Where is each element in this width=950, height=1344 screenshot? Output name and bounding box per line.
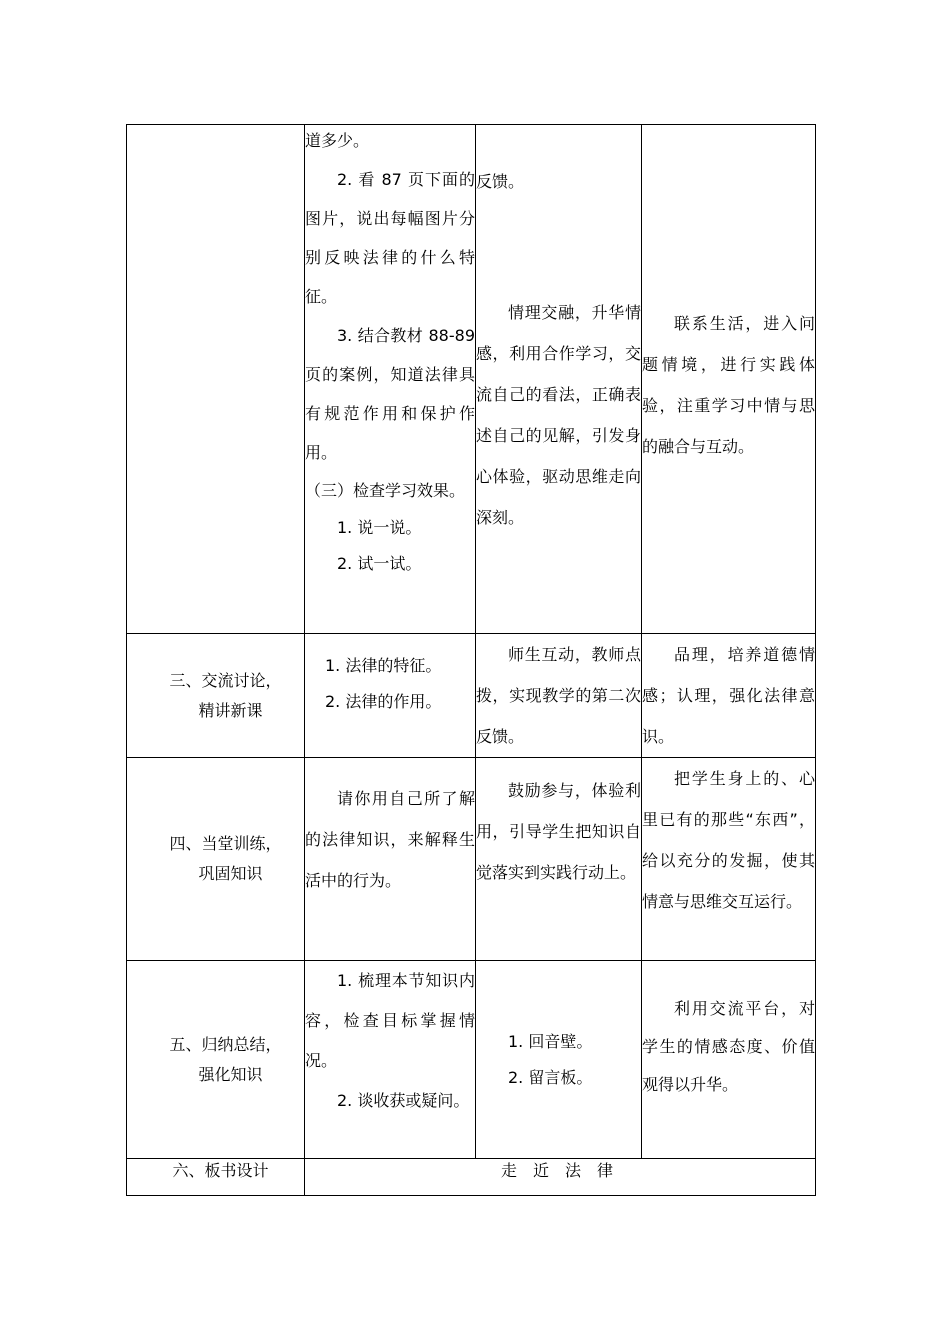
activity-text: 请你用自己所了解的法律知识，来解释生活中的行为。 [305, 789, 475, 890]
intent-cell [476, 125, 642, 634]
stage-title: 四、当堂训练， [169, 834, 282, 853]
activity-text: 1. 说一说。 [337, 518, 422, 537]
activity-text: 2. 试一试。 [337, 554, 422, 573]
purpose-cell [642, 125, 816, 634]
activity-text: 2. 法律的作用。 [325, 692, 442, 711]
activity-text: 2. 看 87 页下面的图片，说出每幅图片分别反映法律的什么特征。 [305, 170, 475, 306]
intent-text: 2. 留言板。 [508, 1067, 593, 1087]
activity-text: 2. 谈收获或疑问。 [337, 1091, 470, 1110]
stage-cell [127, 961, 305, 1159]
purpose-cell [642, 758, 816, 961]
table-row [127, 961, 816, 1159]
board-design-title: 走近法律 [500, 1161, 629, 1180]
activity-cell [305, 125, 476, 634]
intent-text: 情理交融，升华情感，利用合作学习，交流自己的看法，正确表述自己的见解，引发身心体验，驱动思维走向深刻。 [476, 303, 641, 527]
activity-text: 1. 梳理本节知识内容，检查目标掌握情况。 [305, 971, 475, 1070]
intent-cell [476, 961, 642, 1159]
purpose-text: 把学生身上的、心里已有的那些“东西”，给以充分的发掘，使其情意与思维交互运行。 [642, 769, 815, 911]
purpose-text: 利用交流平台，对学生的情感态度、价值观得以升华。 [642, 999, 815, 1094]
intent-text: 师生互动，教师点拨，实现教学的第二次反馈。 [476, 645, 641, 746]
stage-title: 三、交流讨论， [169, 670, 282, 690]
activity-text: 3. 结合教材 88-89 页的案例，知道法律具有规范作用和保护作用。 [305, 326, 475, 462]
board-design-cell [305, 1159, 816, 1196]
purpose-text: 品理，培养道德情感；认理，强化法律意识。 [642, 645, 815, 746]
intent-cell [476, 634, 642, 758]
stage-cell [127, 758, 305, 961]
activity-cell [305, 758, 476, 961]
stage-cell [127, 125, 305, 634]
activity-text: 道多少。 [305, 131, 370, 150]
intent-text: 鼓励参与，体验利用，引导学生把知识自觉落实到实践行动上。 [476, 781, 641, 882]
purpose-text: 联系生活，进入问题情境，进行实践体验，注重学习中情与思的融合与互动。 [642, 314, 815, 456]
lesson-plan-table [126, 124, 816, 1196]
intent-text: 1. 回音壁。 [508, 1031, 593, 1051]
intent-text: 反馈。 [476, 172, 525, 191]
purpose-cell [642, 634, 816, 758]
stage-cell [127, 1159, 305, 1196]
table-row [127, 634, 816, 758]
purpose-cell [642, 961, 816, 1159]
table-row [127, 758, 816, 961]
stage-cell [127, 634, 305, 758]
intent-cell [476, 758, 642, 961]
stage-title: 五、归纳总结， [169, 1034, 282, 1054]
stage-subtitle: 强化知识 [198, 1064, 263, 1084]
activity-text: 1. 法律的特征。 [325, 656, 442, 675]
stage-subtitle: 精讲新课 [198, 700, 263, 720]
activity-text: （三）检查学习效果。 [305, 481, 466, 500]
table-row [127, 1159, 816, 1196]
activity-cell [305, 961, 476, 1159]
stage-title: 六、板书设计 [172, 1161, 269, 1180]
table-row [127, 125, 816, 634]
activity-cell [305, 634, 476, 758]
stage-subtitle: 巩固知识 [198, 864, 263, 883]
